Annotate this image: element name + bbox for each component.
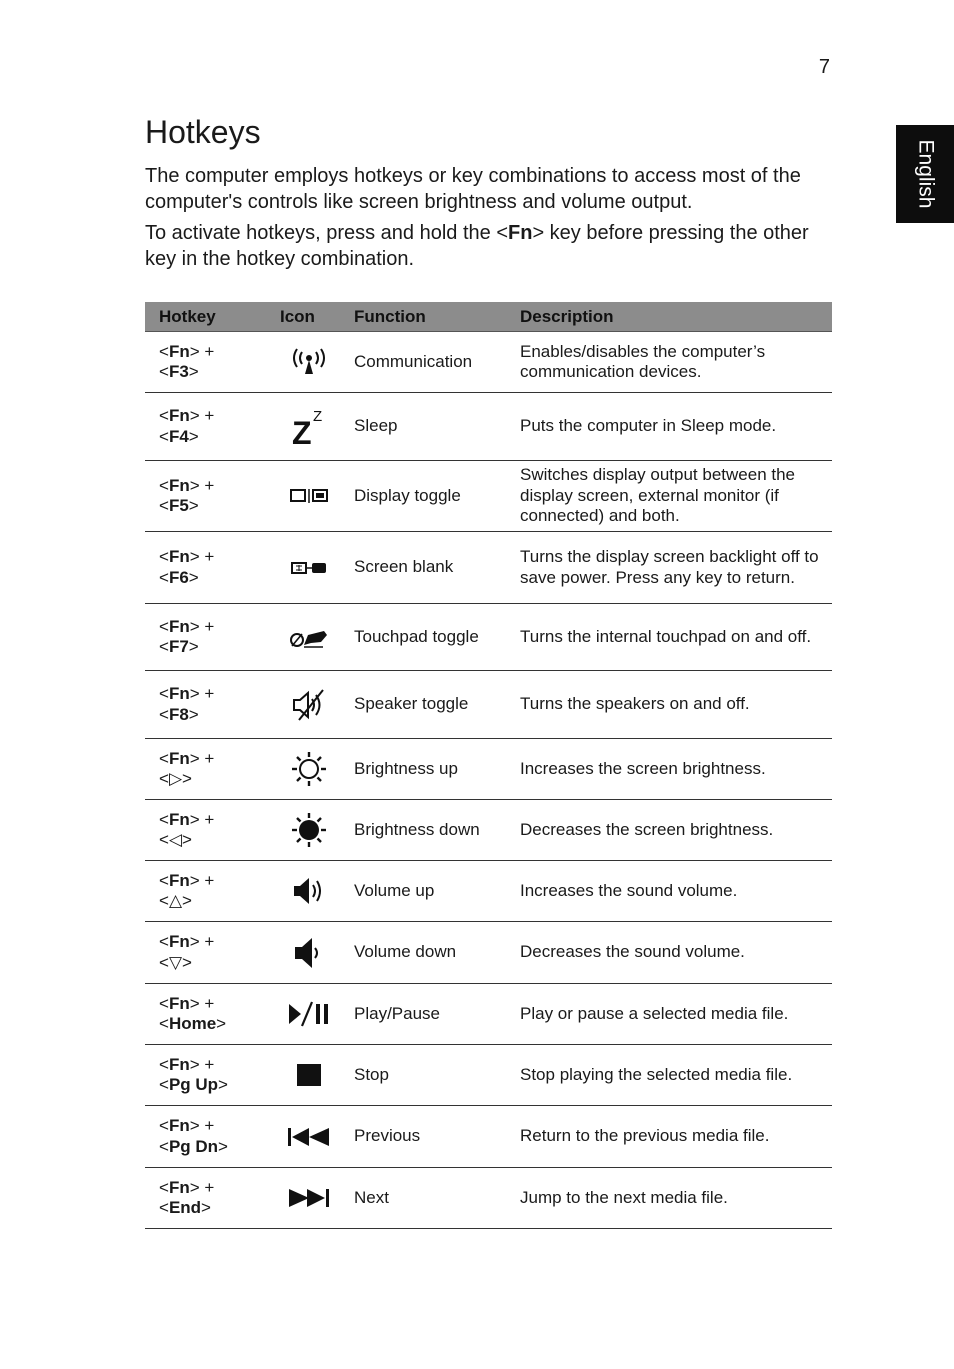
- combo-key: △: [168, 891, 183, 910]
- table-row: [145, 1045, 832, 1106]
- combo-key: F7: [168, 637, 189, 656]
- hotkey-cell: <Fn> + <F6>: [145, 532, 268, 604]
- table-row: [145, 984, 832, 1045]
- hotkey-cell: <Fn> + <▽>: [145, 922, 268, 984]
- function-cell: Screen blank: [350, 532, 508, 604]
- touchpad-toggle-icon: [268, 604, 350, 671]
- speaker-toggle-icon: [268, 671, 350, 739]
- brightness-down-icon: [268, 800, 350, 861]
- combo-key: F3: [168, 362, 189, 381]
- description-cell: Turns the internal touchpad on and off.: [508, 604, 832, 671]
- hotkey-cell: <Fn> + <F4>: [145, 393, 268, 461]
- previous-icon: [268, 1106, 350, 1168]
- combo-key: ▷: [168, 769, 183, 788]
- combo-key: F6: [168, 567, 189, 587]
- combo-key: ▽: [168, 952, 183, 972]
- hotkey-table: [145, 302, 832, 1229]
- combo-key: Pg Up: [168, 1075, 219, 1094]
- table-row: [145, 532, 832, 604]
- description-cell: Decreases the sound volume.: [508, 922, 832, 984]
- page-title: Hotkeys: [145, 114, 261, 150]
- play-pause-icon: [268, 984, 350, 1045]
- language-tab-label: English: [914, 139, 938, 209]
- table-row: [145, 922, 832, 984]
- header-hotkey: Hotkey: [145, 302, 268, 332]
- function-cell: Next: [350, 1168, 508, 1229]
- combo-key: Pg Dn: [168, 1136, 219, 1156]
- description-cell: Turns the speakers on and off.: [508, 671, 832, 739]
- function-cell: Volume up: [350, 861, 508, 922]
- description-cell: Puts the computer in Sleep mode.: [508, 393, 832, 461]
- intro-paragraph-2: [145, 221, 835, 272]
- hotkey-cell: <Fn> + <F7>: [145, 604, 268, 671]
- fn-key: Fn: [168, 684, 190, 703]
- description-cell: Enables/disables the computer’s communication devices.: [508, 332, 832, 393]
- table-row: [145, 332, 832, 393]
- fn-key: Fn: [168, 870, 190, 890]
- function-cell: Stop: [350, 1045, 508, 1106]
- description-cell: Return to the previous media file.: [508, 1106, 832, 1168]
- hotkey-cell: <Fn> + <Pg Dn>: [145, 1106, 268, 1168]
- function-cell: Sleep: [350, 393, 508, 461]
- description-cell: Jump to the next media file.: [508, 1168, 832, 1229]
- hotkey-cell: <Fn> + <Home>: [145, 984, 268, 1045]
- fn-key: Fn: [168, 547, 190, 566]
- svg-text:Z: Z: [313, 407, 323, 425]
- function-cell: Volume down: [350, 922, 508, 984]
- fn-key: Fn: [168, 341, 190, 361]
- description-cell: Increases the screen brightness.: [508, 739, 832, 800]
- combo-key: End: [168, 1198, 202, 1217]
- volume-up-icon: [268, 861, 350, 922]
- wireless-icon: [268, 332, 350, 393]
- hotkey-rows: [145, 332, 832, 1229]
- combo-key: F5: [168, 496, 189, 515]
- hotkey-cell: <Fn> + <F5>: [145, 461, 268, 532]
- table-header-row: [145, 302, 832, 332]
- combo-key: F4: [168, 426, 189, 446]
- function-cell: Play/Pause: [350, 984, 508, 1045]
- function-cell: Display toggle: [350, 461, 508, 532]
- function-cell: Speaker toggle: [350, 671, 508, 739]
- hotkey-cell: <Fn> + <Pg Up>: [145, 1045, 268, 1106]
- function-cell: Touchpad toggle: [350, 604, 508, 671]
- header-function: Function: [350, 302, 508, 332]
- description-cell: Switches display output between the display screen, external monitor (if connected) and both.: [508, 461, 832, 532]
- table-row: [145, 1106, 832, 1168]
- screen-blank-icon: [268, 532, 350, 604]
- brightness-up-icon: [268, 739, 350, 800]
- fn-key: Fn: [168, 932, 190, 951]
- fn-key: Fn: [168, 1116, 190, 1135]
- table-row: [145, 800, 832, 861]
- fn-key: Fn: [168, 1177, 190, 1197]
- table-row: [145, 671, 832, 739]
- language-tab: [896, 125, 954, 223]
- hotkey-cell: <Fn> + <▷>: [145, 739, 268, 800]
- description-cell: Decreases the screen brightness.: [508, 800, 832, 861]
- intro-paragraph-1: The computer employs hotkeys or key combinations to access most of the computer's controls like screen brightness and volume output.: [145, 165, 801, 213]
- combo-key: Home: [168, 1014, 217, 1033]
- stop-icon: [268, 1045, 350, 1106]
- intro-text-after: > key before pressing the other key in the hotkey combination.: [145, 222, 809, 270]
- function-cell: Brightness down: [350, 800, 508, 861]
- description-cell: Stop playing the selected media file.: [508, 1045, 832, 1106]
- display-toggle-icon: [268, 461, 350, 532]
- next-icon: [268, 1168, 350, 1229]
- function-cell: Communication: [350, 332, 508, 393]
- volume-down-icon: [268, 922, 350, 984]
- hotkey-cell: <Fn> + <◁>: [145, 800, 268, 861]
- hotkey-cell: <Fn> + <End>: [145, 1168, 268, 1229]
- table-row: [145, 739, 832, 800]
- description-cell: Play or pause a selected media file.: [508, 984, 832, 1045]
- combo-key: ◁: [168, 830, 183, 849]
- table-row: [145, 461, 832, 532]
- table-row: [145, 1168, 832, 1229]
- header-description: Description: [508, 302, 832, 332]
- intro-key-fn: Fn: [508, 222, 533, 244]
- table-row: [145, 604, 832, 671]
- header-icon: Icon: [268, 302, 350, 332]
- table-row: [145, 861, 832, 922]
- fn-key: Fn: [168, 406, 190, 425]
- function-cell: Brightness up: [350, 739, 508, 800]
- fn-key: Fn: [168, 475, 190, 495]
- hotkey-cell: <Fn> + <F8>: [145, 671, 268, 739]
- fn-key: Fn: [168, 809, 190, 829]
- hotkey-cell: <Fn> + <△>: [145, 861, 268, 922]
- svg-text:Z: Z: [292, 414, 312, 446]
- fn-key: Fn: [168, 1054, 190, 1074]
- sleep-icon: [268, 393, 350, 461]
- function-cell: Previous: [350, 1106, 508, 1168]
- fn-key: Fn: [168, 616, 190, 636]
- fn-key: Fn: [168, 993, 190, 1013]
- description-cell: Increases the sound volume.: [508, 861, 832, 922]
- combo-key: F8: [168, 704, 189, 724]
- page-number: 7: [818, 56, 830, 78]
- intro-text-before: To activate hotkeys, press and hold the <: [145, 222, 508, 244]
- hotkey-cell: <Fn> + <F3>: [145, 332, 268, 393]
- description-cell: Turns the display screen backlight off to save power. Press any key to return.: [508, 532, 832, 604]
- fn-key: Fn: [168, 748, 190, 768]
- table-row: [145, 393, 832, 461]
